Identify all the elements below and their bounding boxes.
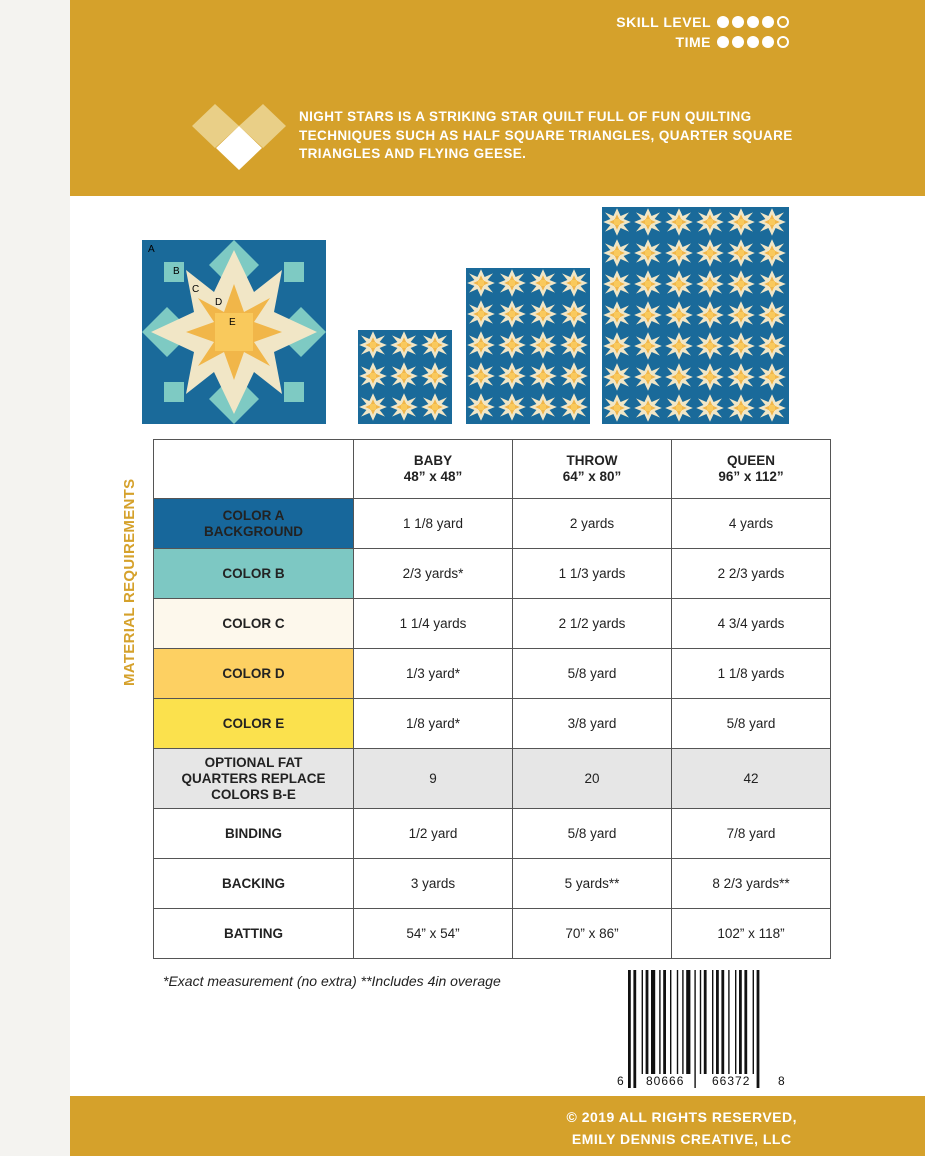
copyright-line1: © 2019 ALL RIGHTS RESERVED,	[566, 1109, 797, 1125]
table-row	[154, 749, 831, 809]
empty-dot-icon	[777, 16, 789, 28]
table-cell: 1/2 yard	[354, 809, 513, 859]
column-name: QUEEN	[726, 453, 775, 468]
column-name: BABY	[413, 453, 453, 468]
skill-level-label: SKILL LEVEL	[616, 14, 711, 30]
table-cell: 1 1/8 yards	[672, 649, 831, 699]
table-row	[154, 599, 831, 649]
barcode-digit-left: 6	[617, 1074, 624, 1088]
table-cell: 5/8 yard	[513, 649, 672, 699]
row-label: BACKING	[154, 859, 354, 909]
table-cell: 3/8 yard	[513, 699, 672, 749]
baby-quilt-preview	[358, 330, 452, 424]
row-label: COLOR D	[154, 649, 354, 699]
table-row	[154, 499, 831, 549]
table-cell: 1/3 yard*	[354, 649, 513, 699]
empty-dot-icon	[777, 36, 789, 48]
column-size: 48” x 48”	[403, 469, 463, 484]
barcode-digits-group2: 66372	[712, 1074, 751, 1088]
table-row	[154, 809, 831, 859]
block-diagram	[142, 240, 326, 424]
table-cell: 54” x 54”	[354, 909, 513, 959]
table-cell: 2 1/2 yards	[513, 599, 672, 649]
filled-dot-icon	[717, 16, 729, 28]
row-label: COLOR C	[154, 599, 354, 649]
column-header-throw	[513, 440, 672, 499]
column-size: 64” x 80”	[562, 469, 622, 484]
block-label-e: E	[229, 317, 236, 328]
skill-level-row	[616, 14, 789, 30]
block-label-b: B	[173, 266, 180, 277]
filled-dot-icon	[762, 36, 774, 48]
throw-quilt-preview	[466, 268, 590, 424]
table-cell: 2/3 yards*	[354, 549, 513, 599]
queen-quilt-preview	[602, 207, 789, 424]
filled-dot-icon	[747, 36, 759, 48]
row-label: COLOR A BACKGROUND	[154, 499, 354, 549]
column-header-queen	[672, 440, 831, 499]
table-cell: 5 yards**	[513, 859, 672, 909]
row-label: BINDING	[154, 809, 354, 859]
copyright	[566, 1106, 797, 1150]
table-cell: 8 2/3 yards**	[672, 859, 831, 909]
table-cell: 70” x 86”	[513, 909, 672, 959]
table-cell: 1 1/3 yards	[513, 549, 672, 599]
barcode-digit-right: 8	[778, 1074, 785, 1088]
block-label-d: D	[215, 297, 223, 308]
filled-dot-icon	[717, 36, 729, 48]
table-cell: 42	[672, 749, 831, 809]
table-cell: 2 yards	[513, 499, 672, 549]
table-row	[154, 909, 831, 959]
table-cell: 9	[354, 749, 513, 809]
time-row	[676, 34, 789, 50]
row-label: BATTING	[154, 909, 354, 959]
brand-logo-icon	[192, 104, 286, 170]
table-cell: 102” x 118”	[672, 909, 831, 959]
copyright-line2: EMILY DENNIS CREATIVE, LLC	[571, 1131, 792, 1147]
material-requirements-table	[153, 439, 831, 959]
filled-dot-icon	[732, 36, 744, 48]
table-row	[154, 859, 831, 909]
block-label-c: C	[192, 284, 200, 295]
row-label: COLOR E	[154, 699, 354, 749]
time-label: TIME	[675, 34, 711, 50]
table-cell: 1 1/8 yard	[354, 499, 513, 549]
table-row	[154, 649, 831, 699]
table-row	[154, 549, 831, 599]
row-label: OPTIONAL FAT QUARTERS REPLACE COLORS B-E	[154, 749, 354, 809]
column-size: 96” x 112”	[718, 469, 784, 484]
row-label: COLOR B	[154, 549, 354, 599]
block-label-a: A	[148, 244, 155, 255]
column-name: THROW	[566, 453, 618, 468]
column-header-baby	[354, 440, 513, 499]
material-requirements-title: MATERIAL REQUIREMENTS	[121, 478, 138, 686]
barcode-digits-group1: 80666	[646, 1074, 685, 1088]
time-dots	[717, 36, 789, 48]
table-cell: 3 yards	[354, 859, 513, 909]
table-cell: 1/8 yard*	[354, 699, 513, 749]
table-cell: 2 2/3 yards	[672, 549, 831, 599]
table-cell: 1 1/4 yards	[354, 599, 513, 649]
skill-level-dots	[717, 16, 789, 28]
table-corner-cell	[154, 440, 354, 499]
table-cell: 4 3/4 yards	[672, 599, 831, 649]
table-cell: 7/8 yard	[672, 809, 831, 859]
table-cell: 20	[513, 749, 672, 809]
table-cell: 5/8 yard	[513, 809, 672, 859]
table-row	[154, 699, 831, 749]
footnote: *Exact measurement (no extra) **Includes 4in overage	[163, 973, 501, 989]
table-cell: 5/8 yard	[672, 699, 831, 749]
filled-dot-icon	[762, 16, 774, 28]
barcode-icon	[614, 968, 794, 1092]
table-header-row	[154, 440, 831, 499]
pattern-description: NIGHT STARS IS A STRIKING STAR QUILT FULL OF FUN QUILTING TECHNIQUES SUCH AS HALF SQUARE TRIANGLES, QUARTER SQUARE TRIANGLES AND FLYING GEESE.	[299, 109, 793, 161]
filled-dot-icon	[747, 16, 759, 28]
table-cell: 4 yards	[672, 499, 831, 549]
filled-dot-icon	[732, 16, 744, 28]
footer-banner	[70, 1096, 925, 1156]
